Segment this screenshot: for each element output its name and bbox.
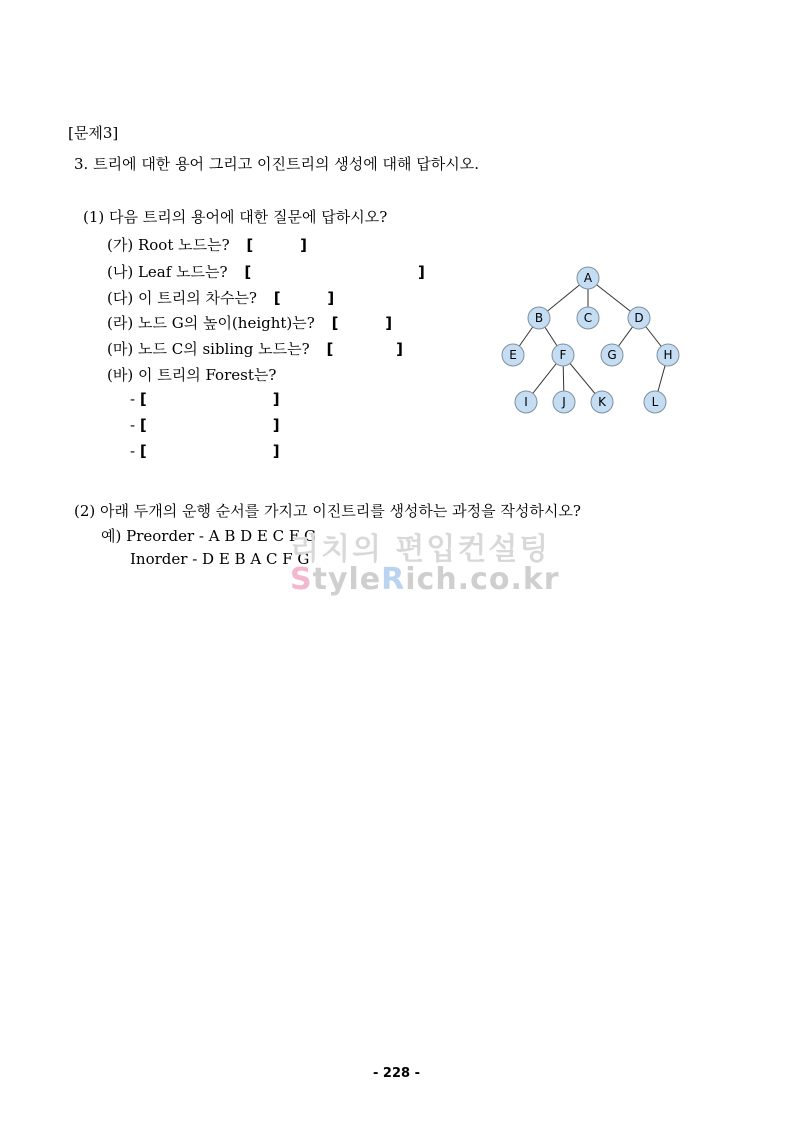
inorder-sequence: Inorder - D E B A C F G bbox=[130, 550, 310, 568]
bracket-close: ] bbox=[385, 314, 393, 332]
problem-label: [문제3] bbox=[68, 124, 119, 142]
dash: - bbox=[130, 416, 136, 434]
watermark-url bbox=[290, 562, 560, 597]
watermark-tyle: tyle bbox=[312, 562, 382, 597]
tree-node-a bbox=[577, 267, 599, 289]
tree-edges bbox=[513, 278, 668, 402]
bracket-open: [ bbox=[139, 416, 147, 434]
bracket-open: [ bbox=[246, 236, 254, 254]
page-number: - 228 - bbox=[373, 1066, 420, 1081]
item-text: (가) Root 노드는? bbox=[107, 236, 230, 254]
bracket-open: [ bbox=[273, 289, 281, 307]
bracket-open: [ bbox=[139, 442, 147, 460]
bracket-close: ] bbox=[327, 289, 335, 307]
tree-node-l bbox=[644, 391, 666, 413]
question-item-root bbox=[107, 234, 307, 255]
bracket-open: [ bbox=[244, 263, 252, 281]
tree-node-label: L bbox=[651, 395, 659, 409]
bracket-close: ] bbox=[272, 442, 280, 460]
bracket-open: [ bbox=[326, 340, 334, 358]
tree-node-label: C bbox=[583, 311, 593, 325]
tree-node-f bbox=[552, 344, 574, 366]
tree-node-label: F bbox=[559, 348, 567, 362]
watermark-text: 리치의 편입컨설팅 bbox=[290, 532, 551, 567]
example-label: 예) bbox=[101, 527, 122, 545]
watermark-rest: ich.co.kr bbox=[405, 562, 560, 597]
tree-node-d bbox=[628, 307, 650, 329]
tree-node-label: A bbox=[583, 271, 593, 285]
tree-node-label: I bbox=[524, 395, 528, 409]
forest-answer-line bbox=[130, 416, 280, 434]
forest-answer-line bbox=[130, 442, 280, 460]
tree-node-label: D bbox=[634, 311, 644, 325]
item-text: (나) Leaf 노드는? bbox=[107, 263, 228, 281]
dash: - bbox=[130, 390, 136, 408]
tree-node-i bbox=[515, 391, 537, 413]
tree-node-b bbox=[528, 307, 550, 329]
tree-node-label: G bbox=[607, 348, 617, 362]
tree-node-j bbox=[553, 391, 575, 413]
item-text: (바) 이 트리의 Forest는? bbox=[107, 366, 277, 384]
watermark-r: R bbox=[381, 562, 406, 597]
tree-node-label: J bbox=[562, 395, 566, 409]
preorder-sequence: Preorder - A B D E C F G bbox=[126, 527, 317, 545]
bracket-open: [ bbox=[331, 314, 339, 332]
question-item-forest bbox=[107, 364, 276, 385]
tree-node-k bbox=[591, 391, 613, 413]
bracket-close: ] bbox=[272, 390, 280, 408]
forest-answer-line bbox=[130, 390, 280, 408]
bracket-open: [ bbox=[139, 390, 147, 408]
question-item-sibling bbox=[107, 338, 403, 359]
tree-node-label: E bbox=[509, 348, 517, 362]
tree-node-g bbox=[601, 344, 623, 366]
tree-node-e bbox=[502, 344, 524, 366]
bracket-close: ] bbox=[272, 416, 280, 434]
part2-title: (2) 아래 두개의 운행 순서를 가지고 이진트리를 생성하는 과정을 작성하시오? bbox=[74, 502, 581, 520]
bracket-close: ] bbox=[300, 236, 307, 254]
tree-node-label: K bbox=[598, 395, 606, 409]
question-item-degree bbox=[107, 287, 334, 308]
tree-node-label: H bbox=[663, 348, 673, 362]
part1-title: (1) 다음 트리의 용어에 대한 질문에 답하시오? bbox=[83, 208, 388, 226]
tree-node-c bbox=[577, 307, 599, 329]
bracket-close: ] bbox=[396, 340, 403, 358]
dash: - bbox=[130, 442, 136, 460]
question-item-leaf bbox=[107, 261, 425, 282]
tree-node-label: B bbox=[534, 311, 544, 325]
question-text: 3. 트리에 대한 용어 그리고 이진트리의 생성에 대해 답하시오. bbox=[74, 155, 479, 173]
preorder-line bbox=[101, 525, 316, 546]
bracket-close: ] bbox=[418, 263, 425, 281]
question-item-height bbox=[107, 312, 392, 333]
item-text: (라) 노드 G의 높이(height)는? bbox=[107, 314, 315, 332]
tree-diagram bbox=[490, 256, 700, 426]
tree-node-h bbox=[657, 344, 679, 366]
item-text: (마) 노드 C의 sibling 노드는? bbox=[107, 340, 310, 358]
item-text: (다) 이 트리의 차수는? bbox=[107, 289, 257, 307]
watermark-s: S bbox=[290, 562, 313, 597]
